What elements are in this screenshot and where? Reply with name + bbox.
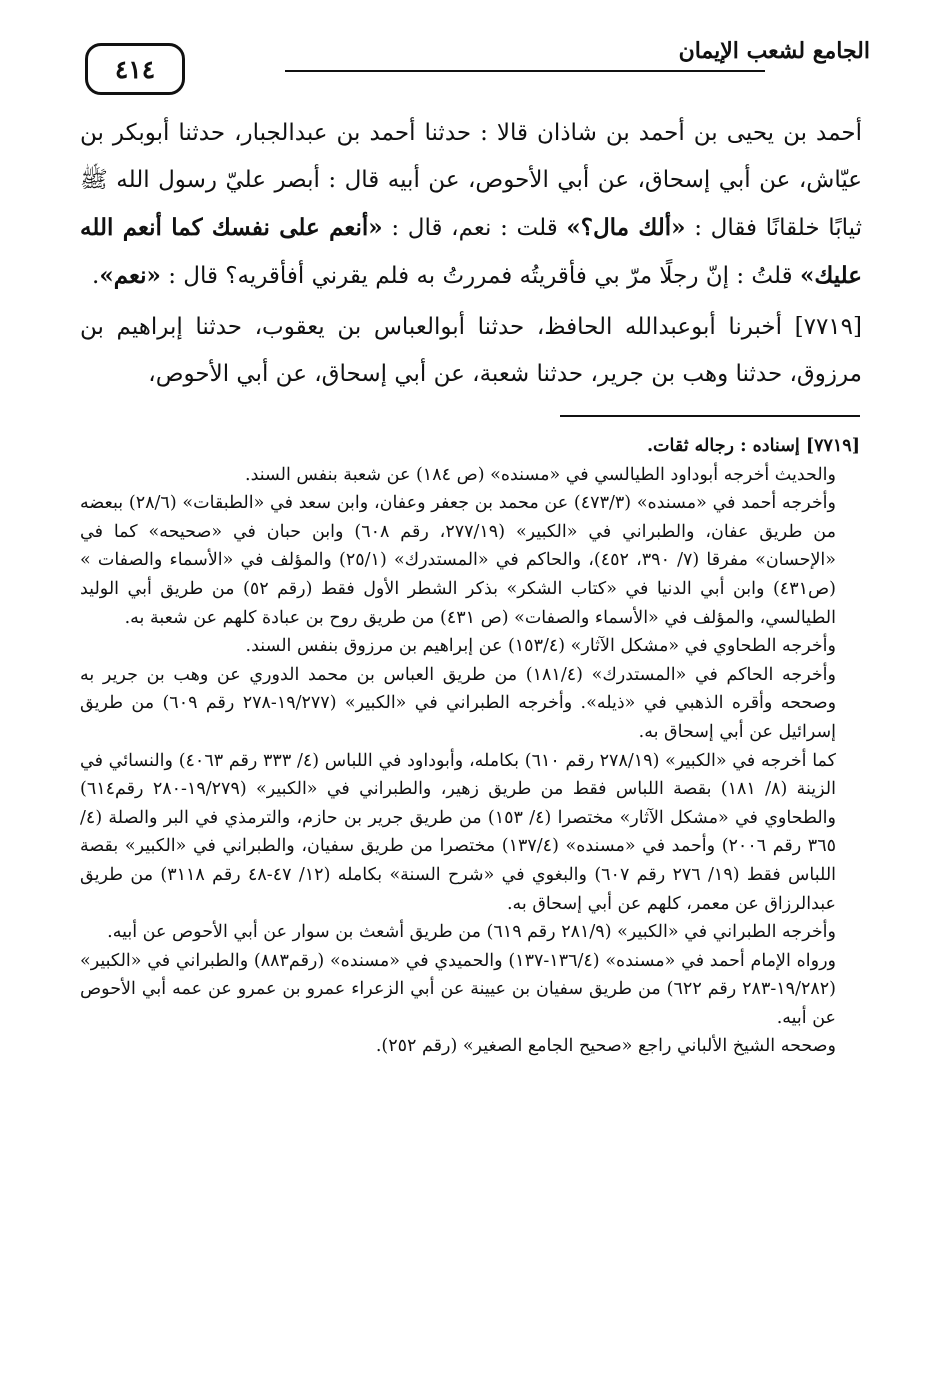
main-paragraph — [80, 110, 862, 300]
footnote-paragraph: كما أخرجه في «الكبير» (٢٧٨/١٩ رقم ٦١٠) بكامله، وأبوداود في اللباس (٤/ ٣٣٣ رقم ٤٠٦٣) والنسائي في الزينة (٨/ ١٨١) بقصة اللباس فقط من طريق زهير، والطبراني في «الكبير» (١٩/٢٧٩-٢٨٠ رقم٦١٤) والطحاوي في «مشكل الآثار» مختصرا (٤/ ١٥٣) من طريق جرير بن حازم، والترمذي في البر والصلة (٤/ ٣٦٥ رقم ٢٠٠٦) وأحمد في «مسنده» (١٣٧/٤) مختصرا من طريق سفيان، والطبراني في «الكبير» بقصة اللباس فقط (١٩/ ٢٧٦ رقم ٦٠٧) والبغوي في «شرح السنة» بكامله (١٢/ ٤٧-٤٨ رقم ٣١١٨) من طريق عبدالرزاق عن معمر، كلهم عن أبي إسحاق به. — [80, 750, 837, 914]
main-text — [80, 110, 862, 398]
page-number-badge: ٤١٤ — [85, 43, 185, 95]
footnote-separator — [560, 415, 860, 417]
footnote-heading: [٧٧١٩] إسناده : رجاله ثقات. — [646, 436, 860, 456]
header-rule — [285, 70, 765, 72]
footnote-paragraph: وأخرجه أحمد في «مسنده» (٤٧٣/٣) عن محمد بن جعفر وعفان، وابن سعد في «الطبقات» (٢٨/٦) ببعضه من طريق عفان، والطبراني في «الكبير» (٢٧٧/١٩، رقم ٦٠٨) وابن حبان في «صحيحه» كما في «الإحسان» مفرقا (٧/ ٣٩٠، ٤٥٢)، والحاكم في «المستدرك» (٢٥/١) والمؤلف في «الأسماء والصفات » (ص٤٣١) وابن أبي الدنيا في «كتاب الشكر» بذكر الشطر الأول فقط (رقم ٥٢) من طريق أبي الوليد الطيالسي، والمؤلف في «الأسماء والصفات» (ص ٤٣١) من طريق روح بن عبادة كلهم عن شعبة به. — [80, 493, 836, 628]
quote-text: «نعم» — [99, 262, 161, 289]
footnote-paragraph: وصححه الشيخ الألباني راجع «صحيح الجامع الصغير» (رقم ٢٥٢). — [375, 1036, 836, 1057]
running-header-title: الجامع لشعب الإيمان — [678, 38, 870, 64]
footnote-paragraph: وأخرجه الطحاوي في «مشكل الآثار» (١٥٣/٤) عن إبراهيم بن مرزوق بنفس السند. — [245, 636, 836, 657]
footnote-paragraph: وأخرجه الحاكم في «المستدرك» (١٨١/٤) من طريق العباس بن محمد الدوري عن وهب بن جرير به وصححه وأقره الذهبي في «ذيله». وأخرجه الطبراني في «الكبير» (١٩/٢٧٧-٢٧٨ رقم ٦٠٩) من طريق إسرائيل عن أبي إسحاق به. — [80, 664, 837, 742]
footnote-paragraph: والحديث أخرجه أبوداود الطيالسي في «مسنده» (ص ١٨٤) عن شعبة بنفس السند. — [245, 464, 836, 485]
hadith-paragraph: [٧٧١٩] أخبرنا أبوعبدالله الحافظ، حدثنا أبوالعباس بن يعقوب، حدثنا إبراهيم بن مرزوق، حدثنا وهب بن جرير، حدثنا شعبة، عن أبي إسحاق، عن أبي الأحوص، — [80, 314, 862, 387]
narration-text: أحمد بن يحيى بن أحمد بن شاذان قالا : حدثنا أحمد بن عبدالجبار، حدثنا أبوبكر بن عيّاش، عن أبي إسحاق، عن أبي الأحوص، عن أبيه قال : أبصر عليّ رسول الله ﷺ ثيابًا خلقانًا فقال : — [80, 120, 862, 241]
footnote-paragraph: ورواه الإمام أحمد في «مسنده» (١٣٦/٤-١٣٧) والحميدي في «مسنده» (رقم٨٨٣) والطبراني في «الكبير» (١٩/٢٨٢-٢٨٣ رقم ٦٢٢) من طريق سفيان بن عيينة عن أبي الزعراء عمرو بن عمرو عن عمه أبي الأحوص عن أبيه. — [80, 950, 837, 1028]
quote-text: «أنعم على نفسك كما أنعم الله عليك» — [80, 214, 862, 289]
narration-text: . — [92, 263, 100, 289]
footnote-paragraph: وأخرجه الطبراني في «الكبير» (٢٨١/٩ رقم ٦١٩) من طريق أشعث بن سوار عن أبي الأحوص عن أبيه. — [107, 922, 836, 943]
quote-text: «ألك مال؟» — [566, 214, 686, 241]
narration-text: قلتُ : إنّ رجلًا مرّ بي فأقريتُه فمررتُ به فلم يقرني أفأقريه؟ قال : — [160, 263, 800, 289]
footnotes — [80, 432, 860, 1061]
narration-text: قلت : نعم، قال : — [382, 215, 567, 241]
